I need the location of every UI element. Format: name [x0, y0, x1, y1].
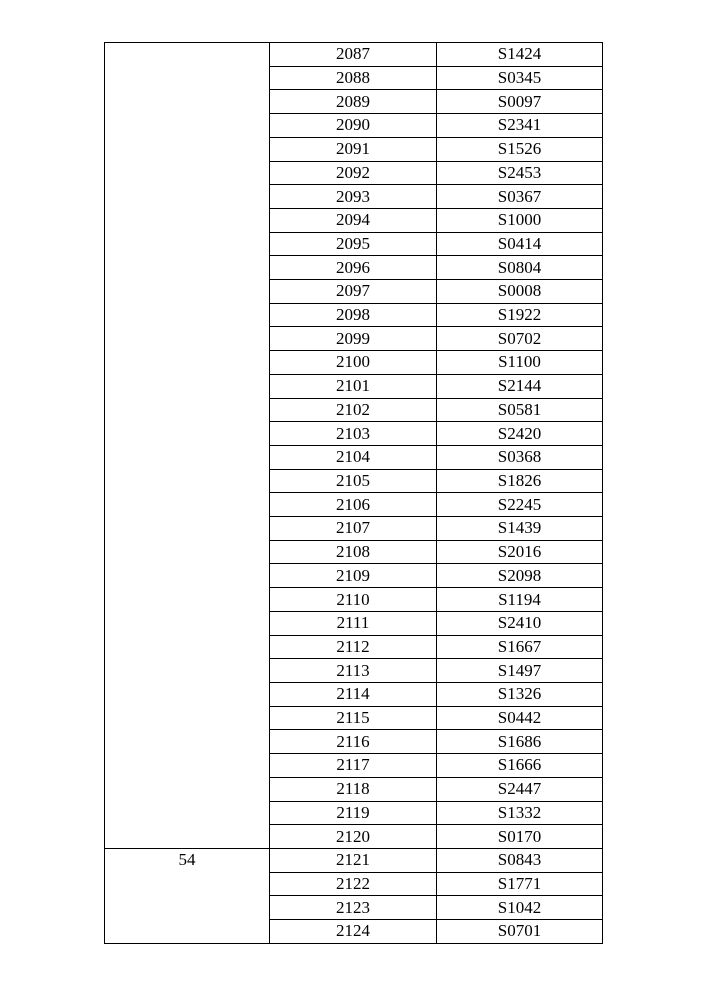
sequence-number-cell: 2114: [270, 682, 437, 706]
code-cell: S0097: [437, 90, 603, 114]
code-cell: S0367: [437, 185, 603, 209]
code-cell: S1667: [437, 635, 603, 659]
sequence-number-cell: 2112: [270, 635, 437, 659]
sequence-number-cell: 2117: [270, 754, 437, 778]
code-cell: S2410: [437, 611, 603, 635]
sequence-number-cell: 2100: [270, 351, 437, 375]
group-number-cell: [105, 43, 270, 849]
code-cell: S2016: [437, 540, 603, 564]
sequence-number-cell: 2124: [270, 920, 437, 944]
code-cell: S1826: [437, 469, 603, 493]
sequence-number-cell: 2108: [270, 540, 437, 564]
sequence-number-cell: 2098: [270, 303, 437, 327]
code-cell: S1497: [437, 659, 603, 683]
code-cell: S2098: [437, 564, 603, 588]
code-cell: S2144: [437, 374, 603, 398]
code-cell: S1326: [437, 682, 603, 706]
sequence-number-cell: 2121: [270, 848, 437, 872]
sequence-number-cell: 2107: [270, 517, 437, 541]
sequence-number-cell: 2105: [270, 469, 437, 493]
sequence-number-cell: 2099: [270, 327, 437, 351]
sequence-number-cell: 2115: [270, 706, 437, 730]
code-cell: S1000: [437, 208, 603, 232]
sequence-number-cell: 2090: [270, 114, 437, 138]
code-cell: S1332: [437, 801, 603, 825]
sequence-number-cell: 2101: [270, 374, 437, 398]
code-cell: S0804: [437, 256, 603, 280]
sequence-number-cell: 2103: [270, 422, 437, 446]
sequence-number-cell: 2093: [270, 185, 437, 209]
sequence-number-cell: 2113: [270, 659, 437, 683]
code-cell: S0843: [437, 848, 603, 872]
code-cell: S1424: [437, 43, 603, 67]
sequence-number-cell: 2096: [270, 256, 437, 280]
sequence-number-cell: 2118: [270, 777, 437, 801]
code-cell: S1100: [437, 351, 603, 375]
code-cell: S1771: [437, 872, 603, 896]
code-cell: S0170: [437, 825, 603, 849]
sequence-number-cell: 2094: [270, 208, 437, 232]
sequence-number-cell: 2119: [270, 801, 437, 825]
code-cell: S0701: [437, 920, 603, 944]
sequence-number-cell: 2120: [270, 825, 437, 849]
group-number-cell: 54: [105, 848, 270, 943]
sequence-number-cell: 2109: [270, 564, 437, 588]
code-cell: S2453: [437, 161, 603, 185]
code-cell: S0345: [437, 66, 603, 90]
sequence-number-cell: 2102: [270, 398, 437, 422]
sequence-number-cell: 2110: [270, 588, 437, 612]
code-cell: S1666: [437, 754, 603, 778]
code-cell: S1439: [437, 517, 603, 541]
code-cell: S0414: [437, 232, 603, 256]
sequence-number-cell: 2089: [270, 90, 437, 114]
code-cell: S0581: [437, 398, 603, 422]
sequence-number-cell: 2097: [270, 280, 437, 304]
sequence-number-cell: 2087: [270, 43, 437, 67]
sequence-number-cell: 2106: [270, 493, 437, 517]
sequence-number-cell: 2104: [270, 445, 437, 469]
code-cell: S2341: [437, 114, 603, 138]
sequence-number-cell: 2095: [270, 232, 437, 256]
sequence-number-cell: 2092: [270, 161, 437, 185]
sequence-number-cell: 2122: [270, 872, 437, 896]
code-cell: S2447: [437, 777, 603, 801]
data-table: [104, 42, 603, 944]
code-cell: S1686: [437, 730, 603, 754]
code-cell: S2420: [437, 422, 603, 446]
sequence-number-cell: 2123: [270, 896, 437, 920]
code-cell: S1042: [437, 896, 603, 920]
code-cell: S0008: [437, 280, 603, 304]
code-cell: S0442: [437, 706, 603, 730]
code-cell: S1194: [437, 588, 603, 612]
sequence-number-cell: 2088: [270, 66, 437, 90]
sequence-number-cell: 2111: [270, 611, 437, 635]
code-cell: S1922: [437, 303, 603, 327]
code-cell: S2245: [437, 493, 603, 517]
code-cell: S0368: [437, 445, 603, 469]
code-cell: S0702: [437, 327, 603, 351]
sequence-number-cell: 2116: [270, 730, 437, 754]
sequence-number-cell: 2091: [270, 137, 437, 161]
table-body: [105, 43, 603, 944]
code-cell: S1526: [437, 137, 603, 161]
table-row: [105, 848, 603, 872]
table-row: [105, 43, 603, 67]
